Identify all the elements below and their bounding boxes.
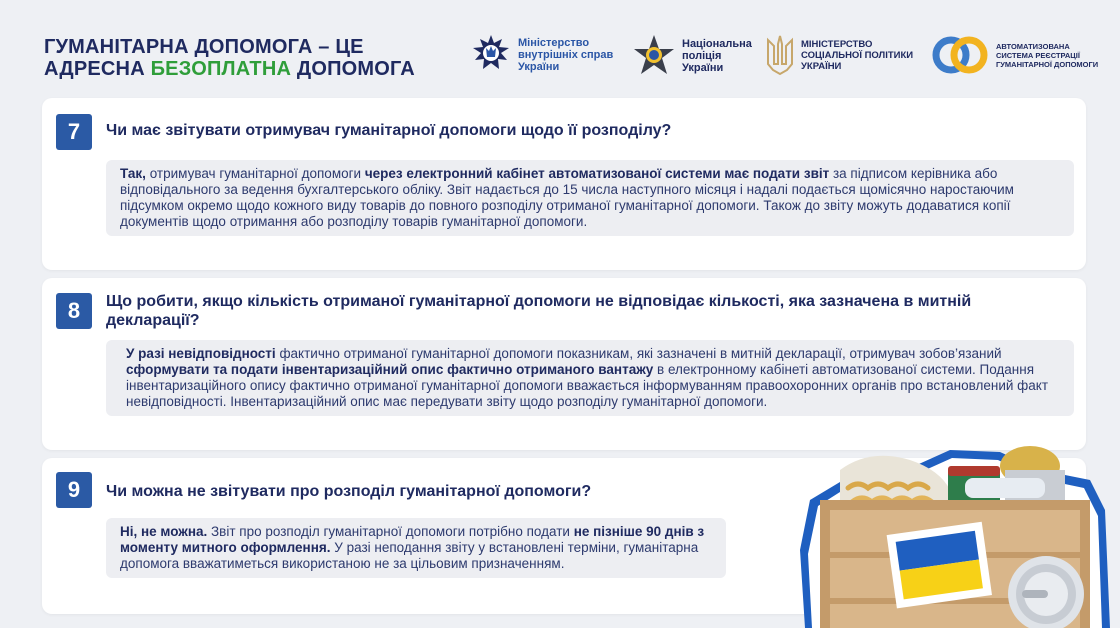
ukraine-flag-icon — [887, 522, 992, 609]
msp-line-3: УКРАЇНИ — [801, 60, 842, 72]
logo-automated-registration-system — [930, 34, 1098, 76]
logo-ministry-internal-affairs — [470, 34, 613, 76]
msp-line-2: СОЦІАЛЬНОЇ ПОЛІТИКИ — [801, 49, 914, 61]
answer-bold-2: не пізніше 90 днів з моменту митного оформлення. — [120, 524, 705, 555]
mvs-line-2: внутрішніх справ — [518, 49, 614, 61]
faq-card-7 — [42, 98, 1086, 270]
title-line-2 — [44, 58, 464, 80]
msp-line-1: МІНІСТЕРСТВО — [801, 38, 873, 50]
answer-box — [106, 518, 726, 578]
answer-text-1: фактично отриманої гуманітарної допомоги показникам, які зазначені в митній декларації, отримувач зобов’язаний — [275, 346, 1002, 361]
answer-bold-2: через електронний кабінет автоматизованої системи має подати звіт — [364, 166, 830, 181]
answer-box — [106, 160, 1074, 236]
police-line-2: поліція — [682, 50, 722, 62]
police-line-1: Національна — [682, 38, 752, 50]
police-line-3: України — [682, 62, 724, 74]
question-number-badge: 8 — [56, 293, 92, 329]
question-text: Чи можна не звітувати про розподіл гуманітарної допомоги? — [106, 483, 592, 500]
trident-star-icon — [470, 34, 512, 76]
tube — [965, 478, 1045, 498]
faq-card-8 — [42, 278, 1086, 450]
question-number-badge: 9 — [56, 472, 92, 508]
answer-bold-1: У разі невідповідності — [126, 346, 276, 361]
question-number-badge: 7 — [56, 114, 92, 150]
title-word-help: ДОПОМОГА — [296, 58, 415, 80]
logo-national-police — [632, 34, 752, 78]
answer-box — [106, 340, 1074, 416]
answer-text-2: в електронному кабінеті автоматизованої системи. Подання інвентаризаційного опису фактично отриманої гуманітарної допомоги вважається інформуванням правоохоронних органів про встановлений факт невідповідності. Інвентаризаційний опис має передувати звіту щодо розподілу гуманітарної допомоги. — [126, 362, 1049, 409]
answer-text-1: отримувач гуманітарної допомоги — [145, 166, 365, 181]
answer-text-2: У разі неподання звіту у встановлені терміни, гуманітарна допомога вважатиметься використаною не за цільовим призначенням. — [120, 540, 699, 571]
ais-line-2: СИСТЕМА РЕЄСТРАЦІЇ — [996, 50, 1080, 60]
ais-line-1: АВТОМАТИЗОВАНА — [996, 41, 1070, 51]
title-word-addressed: АДРЕСНА — [44, 58, 145, 80]
answer-bold-1: Так, — [120, 166, 146, 181]
trident-icon — [765, 34, 795, 76]
answer-text-1: Звіт про розподіл гуманітарної допомоги потрібно подати — [207, 524, 574, 539]
question-text: Що робити, якщо кількість отриманої гуманітарної допомоги не відповідає кількості, яка зазначена в митній декларації? — [106, 293, 972, 329]
question-text: Чи має звітувати отримувач гуманітарної допомоги щодо її розподілу? — [106, 122, 672, 139]
rings-logo-icon — [930, 34, 990, 76]
humanitarian-box-illustration — [800, 430, 1120, 628]
answer-bold-2: сформувати та подати інвентаризаційний опис фактично отриманого вантажу — [126, 362, 654, 377]
ais-line-3: ГУМАНІТАРНОЇ ДОПОМОГИ — [996, 59, 1099, 69]
title-line-1: ГУМАНІТАРНА ДОПОМОГА – ЦЕ — [44, 36, 364, 58]
police-star-icon — [632, 34, 676, 78]
answer-text-2: за підписом керівника або відповідального за ведення бухгалтерського обліку. Звіт надається до 15 числа наступного місяця і надалі подається щомісячно наростаючим підсумком окремо щодо кожного виду товарів до повного розподілу отриманої гуманітарної допомоги. Також до звіту можуть додаватися копії документів щодо отримання або розподілу товарів гуманітарної допомоги. — [120, 166, 1014, 229]
mvs-line-1: Міністерство — [518, 37, 590, 49]
title-accent-free: БЕЗОПЛАТНА — [150, 58, 292, 80]
answer-bold-1: Ні, не можна. — [120, 524, 208, 539]
page-title — [44, 36, 464, 80]
mvs-line-3: України — [518, 61, 560, 73]
logo-ministry-social-policy — [765, 34, 913, 76]
